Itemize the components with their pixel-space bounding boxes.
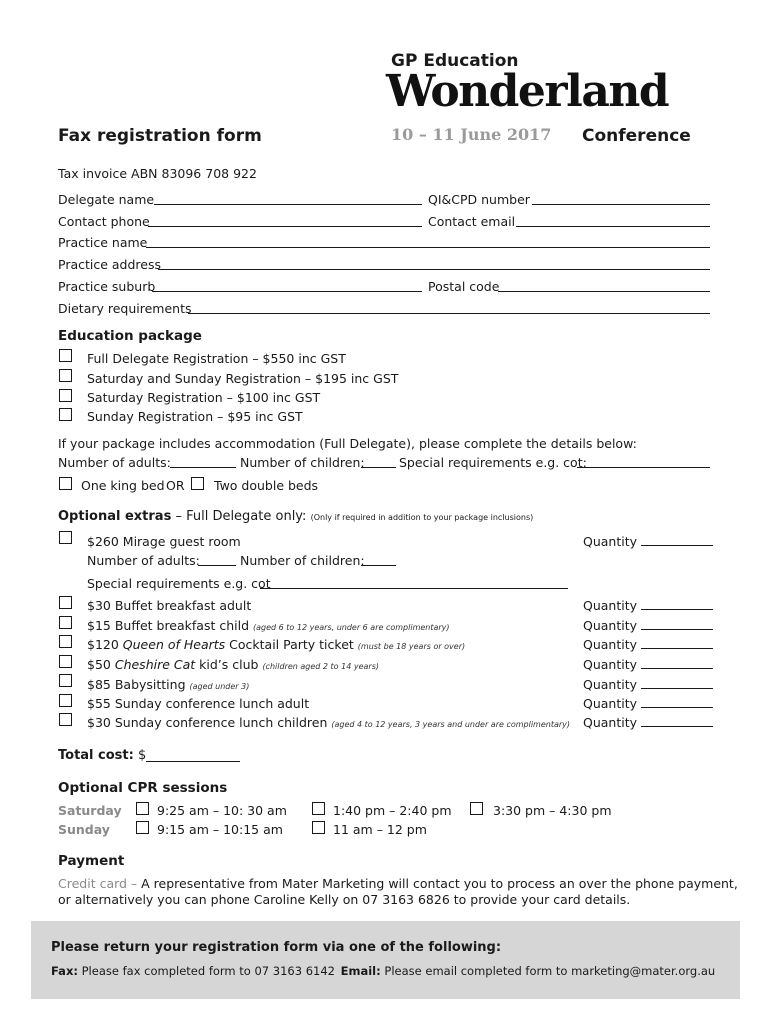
extra-item-note: (children aged 2 to 14 years) <box>262 662 379 671</box>
cpr-slot-label: 9:25 am – 10: 30 am <box>157 803 287 818</box>
extra-checkbox[interactable] <box>59 674 72 687</box>
extra-item-note: (aged 6 to 12 years, under 6 are complimentary) <box>253 623 450 632</box>
extra-item <box>87 696 309 711</box>
extras-children-label: Number of children: <box>240 553 365 568</box>
extras-special-label: Special requirements e.g. cot <box>87 576 271 591</box>
postal-code-field[interactable] <box>498 291 710 292</box>
extras-special-field[interactable] <box>260 588 568 589</box>
footer-panel <box>31 921 740 999</box>
postal-code-label: Postal code <box>428 279 500 294</box>
extra-item-italic: Queen of Hearts <box>122 637 226 652</box>
fax-text: Please fax completed form to 07 3163 6142 <box>81 964 335 978</box>
sunday-checkbox[interactable] <box>59 408 72 421</box>
contact-phone-field[interactable] <box>148 226 422 227</box>
extra-item-note: (aged 4 to 12 years, 3 years and under are complimentary) <box>331 720 571 729</box>
quantity-line <box>641 619 713 630</box>
qi-cpd-field[interactable] <box>532 204 710 205</box>
payment-line-2: or alternatively you can phone Caroline Kelly on 07 3163 6826 to provide your card details. <box>58 892 631 907</box>
gp-education-label: GP Education <box>391 51 519 71</box>
extra-item <box>87 618 450 633</box>
one-king-checkbox[interactable] <box>59 477 72 490</box>
extras-children-field[interactable] <box>361 565 396 566</box>
contact-email-label: Contact email <box>428 214 516 229</box>
quantity-line <box>641 535 713 546</box>
cpr-slot-label: 3:30 pm – 4:30 pm <box>493 803 612 818</box>
extra-quantity[interactable] <box>583 598 713 613</box>
num-children-label: Number of children: <box>240 455 365 470</box>
education-option: Saturday and Sunday Registration – $195 inc GST <box>87 371 399 386</box>
form-title: Fax registration form <box>58 126 262 146</box>
practice-suburb-field[interactable] <box>152 291 422 292</box>
extra-item-text: $55 Sunday conference lunch adult <box>87 696 310 711</box>
practice-name-field[interactable] <box>146 247 710 248</box>
cpr-sat-slot2-checkbox[interactable] <box>312 802 325 815</box>
education-option: Full Delegate Registration – $550 inc GST <box>87 351 346 366</box>
quantity-label: Quantity <box>583 677 638 692</box>
extra-item-italic: Cheshire Cat <box>114 657 196 672</box>
cpr-sun-slot2-checkbox[interactable] <box>312 821 325 834</box>
extra-item <box>87 598 251 613</box>
total-cost-field[interactable] <box>146 761 240 762</box>
cpr-sunday-label: Sunday <box>58 822 110 837</box>
extra-quantity[interactable] <box>583 657 713 672</box>
cpr-slot-label: 11 am – 12 pm <box>333 822 427 837</box>
conference-label: Conference <box>582 126 691 146</box>
num-children-field[interactable] <box>361 467 396 468</box>
quantity-label: Quantity <box>583 534 638 549</box>
quantity-label: Quantity <box>583 657 638 672</box>
extra-item-text: $30 Buffet breakfast adult <box>87 598 252 613</box>
extra-item-text: $85 Babysitting <box>87 677 186 692</box>
full-delegate-checkbox[interactable] <box>59 349 72 362</box>
extra-item-note: (aged under 3) <box>189 682 250 691</box>
contact-email-field[interactable] <box>516 226 710 227</box>
quantity-line <box>641 678 713 689</box>
extra-checkbox[interactable] <box>59 635 72 648</box>
accommodation-note: If your package includes accommodation (Full Delegate), please complete the details below: <box>58 436 637 451</box>
cpr-sat-slot1-checkbox[interactable] <box>136 802 149 815</box>
special-req-field[interactable] <box>577 467 710 468</box>
extra-quantity[interactable] <box>583 715 713 730</box>
dietary-label: Dietary requirements <box>58 301 192 316</box>
extra-item <box>87 677 249 692</box>
extra-checkbox[interactable] <box>59 713 72 726</box>
extra-checkbox[interactable] <box>59 596 72 609</box>
practice-address-field[interactable] <box>158 269 710 270</box>
extra-item-text: $15 Buffet breakfast child <box>87 618 250 633</box>
practice-address-label: Practice address <box>58 257 162 272</box>
email-text: Please email completed form to marketing@mater.org.au <box>384 964 716 978</box>
education-option: Saturday Registration – $100 inc GST <box>87 390 321 405</box>
quantity-line <box>641 638 713 649</box>
sat-sun-checkbox[interactable] <box>59 369 72 382</box>
quantity-label: Quantity <box>583 696 638 711</box>
cpr-slot-label: 9:15 am – 10:15 am <box>157 822 283 837</box>
wonderland-logo: Wonderland <box>386 66 669 117</box>
practice-name-label: Practice name <box>58 235 148 250</box>
payment-heading: Payment <box>58 853 125 869</box>
conference-dates: 10 – 11 June 2017 <box>391 125 552 144</box>
credit-card-label: Credit card – <box>58 876 138 891</box>
extras-heading <box>58 509 533 524</box>
contact-phone-label: Contact phone <box>58 214 150 229</box>
extra-item-text: $120 <box>87 637 123 652</box>
extras-heading-bold: Optional extras <box>58 509 172 524</box>
extra-item-text: $30 Sunday conference lunch children <box>87 715 328 730</box>
or-label: OR <box>166 478 185 493</box>
extra-item <box>87 657 379 672</box>
extra-checkbox[interactable] <box>59 655 72 668</box>
extra-quantity[interactable] <box>583 618 713 633</box>
footer-heading: Please return your registration form via one of the following: <box>51 940 502 955</box>
extra-item <box>87 637 465 652</box>
guest-room-label: $260 Mirage guest room <box>87 534 241 549</box>
quantity-label: Quantity <box>583 618 638 633</box>
extras-heading-rest: – Full Delegate only: <box>171 509 307 524</box>
cpr-sun-slot1-checkbox[interactable] <box>136 821 149 834</box>
delegate-name-field[interactable] <box>154 204 422 205</box>
extra-item-text: $50 <box>87 657 115 672</box>
delegate-name-label: Delegate name <box>58 192 155 207</box>
guest-room-checkbox[interactable] <box>59 531 72 544</box>
education-option: Sunday Registration – $95 inc GST <box>87 409 303 424</box>
two-double-checkbox[interactable] <box>191 477 204 490</box>
total-cost-label: Total cost: <box>58 748 134 763</box>
extra-item-text-post: kid’s club <box>195 657 259 672</box>
num-adults-label: Number of adults: <box>58 455 171 470</box>
extras-heading-note: (Only if required in addition to your package inclusions) <box>310 513 534 522</box>
num-adults-field[interactable] <box>170 467 236 468</box>
practice-suburb-label: Practice suburb <box>58 279 156 294</box>
extras-adults-field[interactable] <box>198 565 236 566</box>
extra-item-text-post: Cocktail Party ticket <box>225 637 354 652</box>
extra-item <box>87 715 570 730</box>
saturday-checkbox[interactable] <box>59 389 72 402</box>
total-cost-prefix: $ <box>137 748 147 763</box>
extra-quantity[interactable] <box>583 637 713 652</box>
one-king-label: One king bed <box>81 478 165 493</box>
quantity-line <box>641 599 713 610</box>
cpr-slot-label: 1:40 pm – 2:40 pm <box>333 803 452 818</box>
quantity-line <box>641 716 713 727</box>
guest-room-quantity[interactable] <box>583 534 713 549</box>
payment-line-1 <box>58 876 738 891</box>
quantity-line <box>641 658 713 669</box>
footer-contact-line <box>51 964 715 978</box>
extra-checkbox[interactable] <box>59 694 72 707</box>
email-label: Email: <box>340 964 381 978</box>
quantity-label: Quantity <box>583 715 638 730</box>
quantity-label: Quantity <box>583 637 638 652</box>
extras-adults-label: Number of adults: <box>87 553 200 568</box>
extra-item-note: (must be 18 years or over) <box>357 642 466 651</box>
quantity-label: Quantity <box>583 598 638 613</box>
dietary-field[interactable] <box>188 313 710 314</box>
cpr-sat-slot3-checkbox[interactable] <box>470 802 483 815</box>
education-heading: Education package <box>58 328 202 344</box>
fax-label: Fax: <box>51 964 78 978</box>
cpr-heading: Optional CPR sessions <box>58 780 228 796</box>
abn-text: Tax invoice ABN 83096 708 922 <box>58 166 257 181</box>
payment-text-1: A representative from Mater Marketing will contact you to process an over the phone payment, <box>137 876 738 891</box>
qi-cpd-label: QI&CPD number <box>428 192 530 207</box>
cpr-saturday-label: Saturday <box>58 803 122 818</box>
extra-quantity[interactable] <box>583 677 713 692</box>
extra-checkbox[interactable] <box>59 616 72 629</box>
total-cost <box>58 748 146 763</box>
special-req-label: Special requirements e.g. cot: <box>399 455 587 470</box>
quantity-line <box>641 697 713 708</box>
extra-quantity[interactable] <box>583 696 713 711</box>
two-double-label: Two double beds <box>214 478 319 493</box>
